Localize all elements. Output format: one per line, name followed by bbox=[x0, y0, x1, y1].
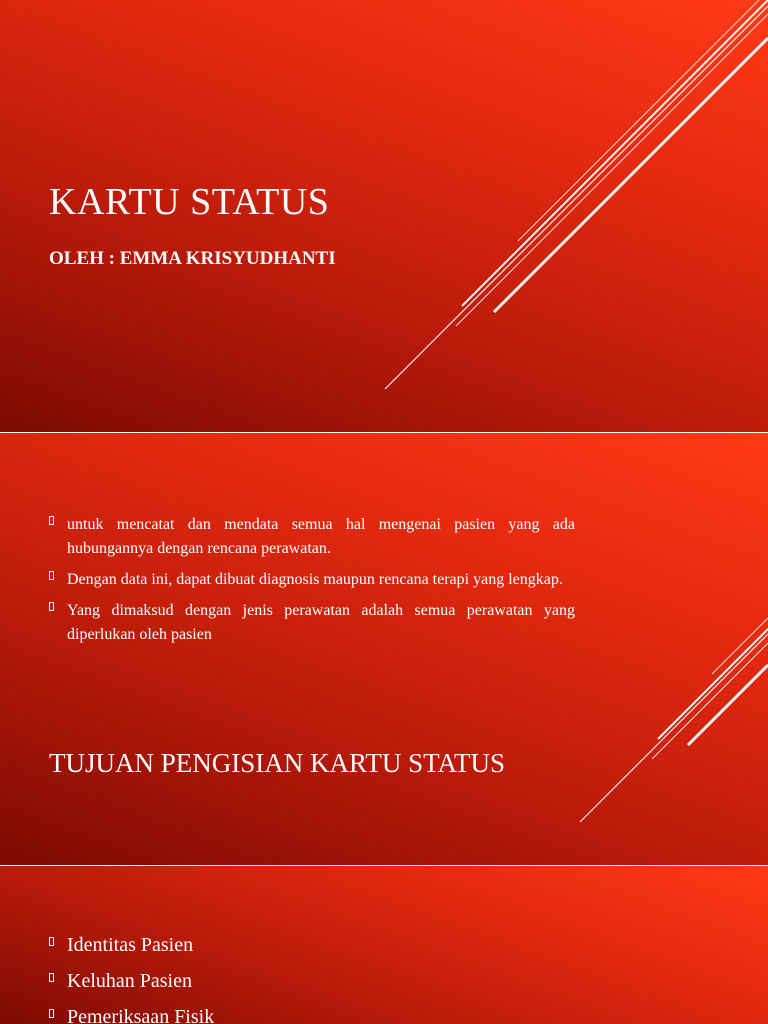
item-text: Keluhan Pasien bbox=[67, 970, 192, 992]
bullet-icon bbox=[49, 602, 54, 611]
bullet-icon bbox=[49, 571, 54, 580]
slide-subtitle: OLEH : EMMA KRISYUDHANTI bbox=[49, 248, 336, 269]
item-list bbox=[49, 932, 214, 1024]
list-item bbox=[49, 932, 214, 958]
item-text: Pemeriksaan Fisik bbox=[67, 1006, 215, 1024]
list-item bbox=[49, 1004, 214, 1024]
bullet-icon bbox=[49, 1009, 54, 1018]
bullet-icon bbox=[49, 516, 54, 525]
slide-title: KARTU STATUS bbox=[49, 181, 330, 223]
list-slide bbox=[0, 866, 768, 1024]
list-item bbox=[49, 968, 214, 994]
title-slide bbox=[0, 0, 768, 432]
content-slide bbox=[0, 433, 768, 865]
list-item bbox=[49, 513, 575, 561]
bullet-icon bbox=[49, 973, 54, 982]
section-title: TUJUAN PENGISIAN KARTU STATUS bbox=[49, 748, 505, 778]
bullet-icon bbox=[49, 937, 54, 946]
bullet-text: Yang dimaksud dengan jenis perawatan adalah semua perawatan yang diperlukan oleh pasien bbox=[67, 602, 575, 643]
item-text: Identitas Pasien bbox=[67, 934, 194, 956]
list-item bbox=[49, 568, 575, 592]
bullet-text: untuk mencatat dan mendata semua hal mengenai pasien yang ada hubungannya dengan rencana perawatan. bbox=[67, 516, 575, 557]
bullet-list bbox=[49, 513, 575, 654]
bullet-text: Dengan data ini, dapat dibuat diagnosis maupun rencana terapi yang lengkap. bbox=[67, 571, 563, 588]
list-item bbox=[49, 599, 575, 647]
